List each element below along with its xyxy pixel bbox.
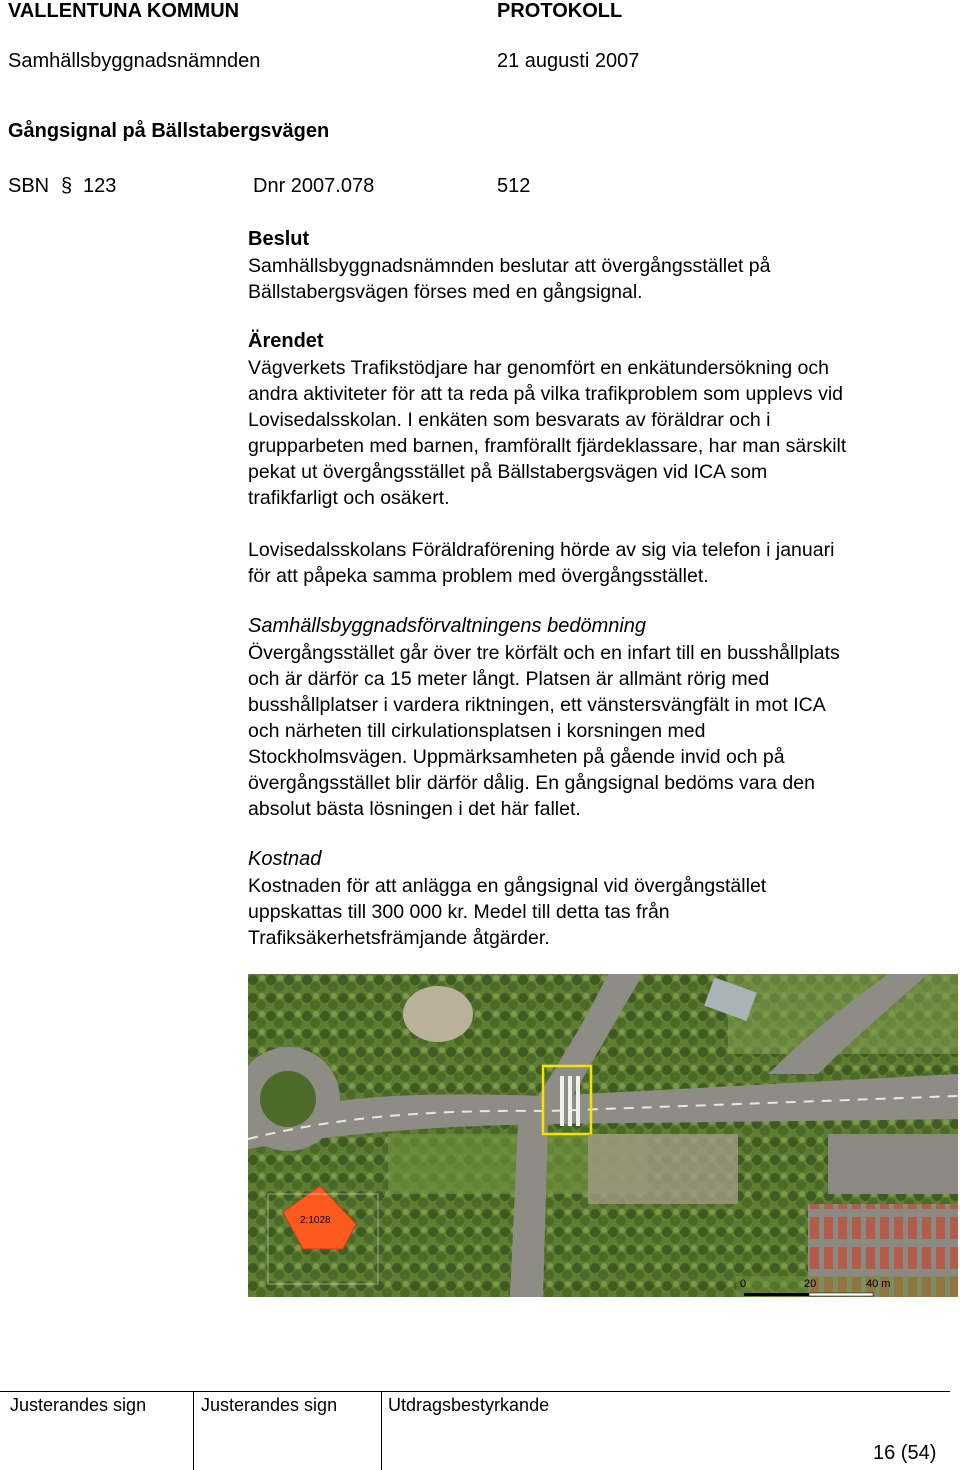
text-line: Samhällsbyggnadsnämnden beslutar att övergångsstället på xyxy=(248,255,771,277)
parcel-label: 2:1028 xyxy=(300,1215,331,1226)
text-line: busshållplatser i vardera riktningen, ett vänstersvängfält in mot ICA xyxy=(248,694,826,716)
text-line: övergångsstället blir därför dålig. En gångsignal bedöms vara den xyxy=(248,772,815,794)
text-line: uppskattas till 300 000 kr. Medel till detta tas från xyxy=(248,901,670,923)
text-line: Stockholmsvägen. Uppmärksamheten på gående invid och på xyxy=(248,746,785,768)
beslut-text xyxy=(248,253,771,305)
scale-label-20: 20 xyxy=(804,1278,817,1290)
arendet-text-2 xyxy=(248,537,834,589)
case-code: 512 xyxy=(497,175,531,197)
case-ref: SBN xyxy=(8,175,50,197)
signature-box-2: Justerandes sign xyxy=(201,1395,338,1415)
section-heading-arendet: Ärendet xyxy=(248,330,324,352)
section-heading-kostnad: Kostnad xyxy=(248,848,322,870)
page-number: 16 (54) xyxy=(873,1442,937,1464)
case-number: 123 xyxy=(83,175,117,197)
text-line: och närheten till cirkulationsplatsen i korsningen med xyxy=(248,720,706,742)
text-line: Lovisedalsskolan. I enkäten som besvarats av föräldrar och i xyxy=(248,409,771,431)
text-line: Lovisedalsskolans Föräldraförening hörde av sig via telefon i januari xyxy=(248,539,835,561)
text-line: Kostnaden för att anlägga en gångsignal vid övergångstället xyxy=(248,875,767,897)
text-line: andra aktiviteter för att ta reda på vilka trafikproblem som upplevs vid xyxy=(248,383,844,405)
diary-number: Dnr 2007.078 xyxy=(253,175,375,197)
municipality-name: VALLENTUNA KOMMUN xyxy=(8,0,240,22)
text-line: grupparbeten med barnen, framförallt fjärdeklassare, har man särskilt xyxy=(248,435,847,457)
arendet-text xyxy=(248,355,846,511)
section-heading-bedomning: Samhällsbyggnadsförvaltningens bedömning xyxy=(248,615,647,637)
text-line: trafikfarligt och osäkert. xyxy=(248,487,450,509)
committee-name: Samhällsbyggnadsnämnden xyxy=(8,50,261,72)
text-line: för att påpeka samma problem med övergångsstället. xyxy=(248,565,709,587)
scale-label-0: 0 xyxy=(740,1278,747,1290)
section-heading-beslut: Beslut xyxy=(248,228,310,250)
text-line: Trafiksäkerhetsfrämjande åtgärder. xyxy=(248,927,550,949)
text-line: Övergångsstället går över tre körfält och en infart till en busshållplats xyxy=(248,642,840,664)
kostnad-text xyxy=(248,873,766,951)
footer-rule xyxy=(0,1391,950,1392)
footer-divider xyxy=(193,1391,194,1470)
signature-box-1: Justerandes sign xyxy=(10,1395,147,1415)
document-type: PROTOKOLL xyxy=(497,0,623,22)
scale-label-40m: 40 m xyxy=(866,1278,891,1290)
text-line: Bällstabergsvägen förses med en gångsignal. xyxy=(248,281,643,303)
certification-box: Utdragsbestyrkande xyxy=(388,1395,550,1415)
meeting-date: 21 augusti 2007 xyxy=(497,50,640,72)
text-line: absolut bästa lösningen i det här fallet. xyxy=(248,798,581,820)
aerial-photo xyxy=(248,974,958,1297)
paragraph-sign: § xyxy=(61,175,73,197)
footer-divider xyxy=(381,1391,382,1470)
text-line: och är därför ca 15 meter långt. Platsen är allmänt rörig med xyxy=(248,668,770,690)
page-title: Gångsignal på Bällstabergsvägen xyxy=(8,120,330,142)
bedomning-text xyxy=(248,640,840,822)
aerial-map-graphic xyxy=(248,974,958,1297)
text-line: pekat ut övergångsstället på Bällstabergsvägen vid ICA som xyxy=(248,461,768,483)
text-line: Vägverkets Trafikstödjare har genomfört en enkätundersökning och xyxy=(248,357,830,379)
